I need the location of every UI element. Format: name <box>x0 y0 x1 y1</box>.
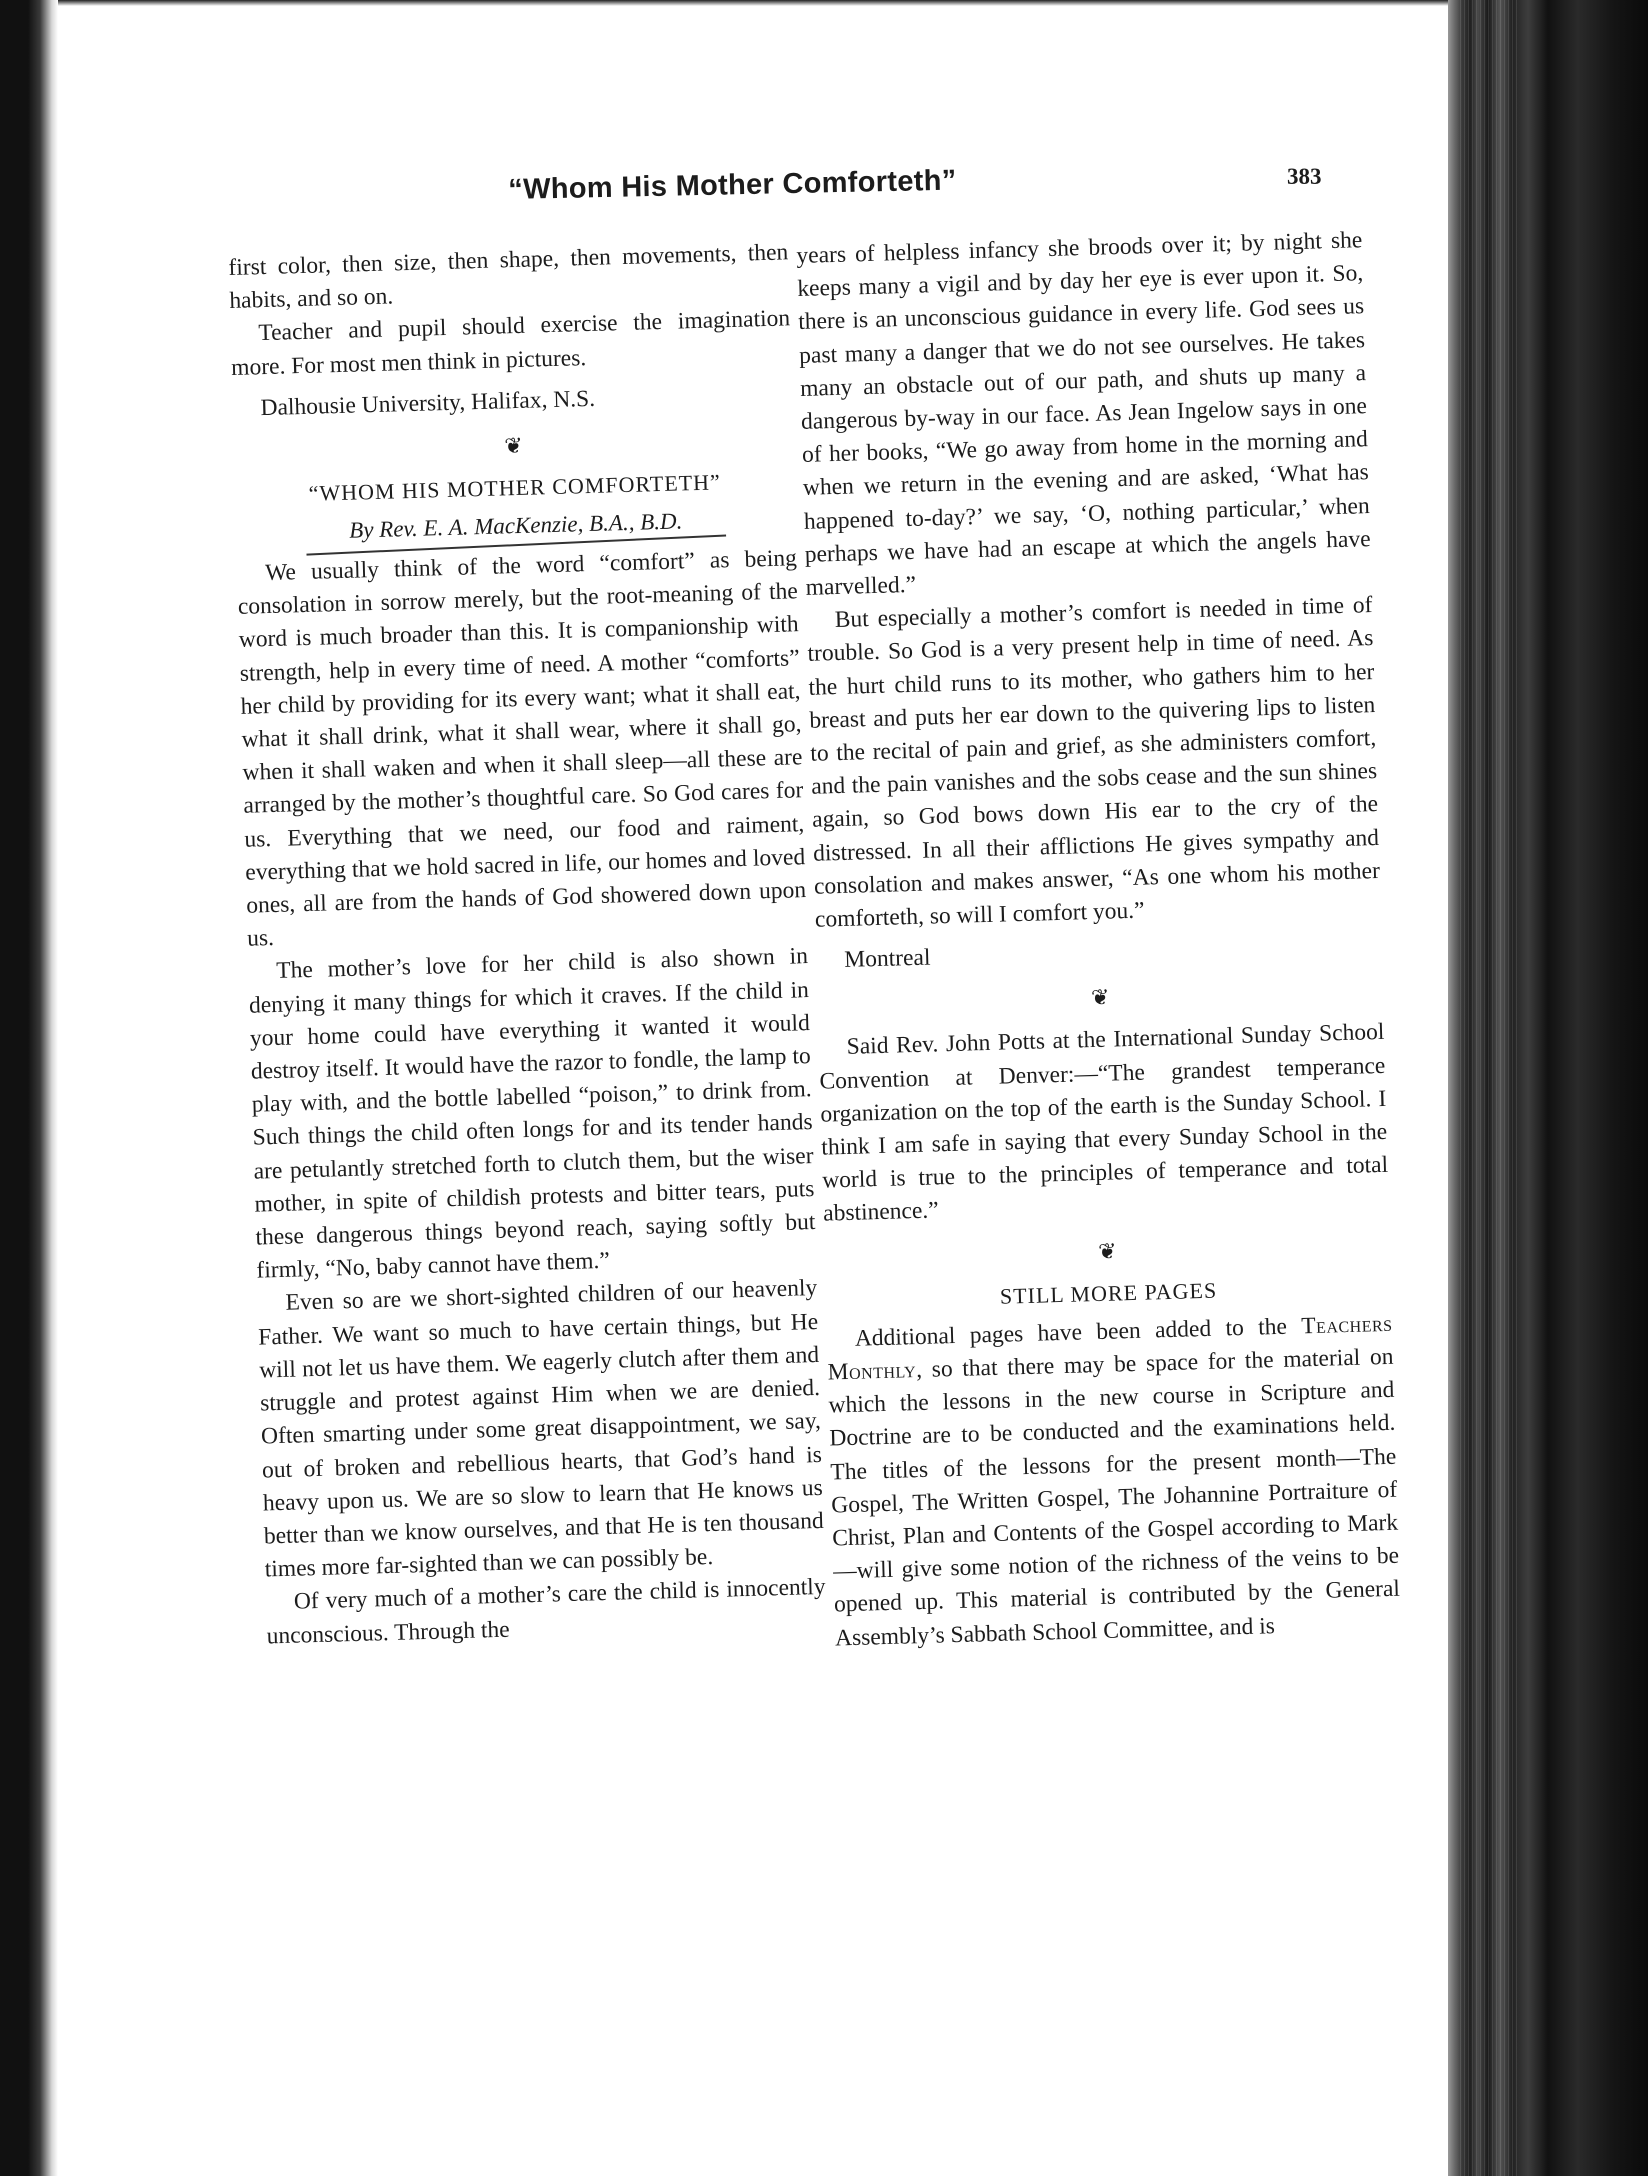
byline: By Rev. E. A. MacKenzie, B.A., B.D. <box>348 508 683 543</box>
ornament-icon: ❦ <box>1097 1238 1117 1264</box>
paragraph: Even so are we short-sighted children of our heavenly Father. We want so much to have certain things, but He will not let us have them. We eagerly clutch after them and struggle and protest against Him when we are denied. Often smarting under some great disappointment, we say, out of broken and rebellious hearts, that God’s hand is heavy upon us. We are so slow to learn that He knows us better than we know ourselves, and that He is ten thousand times more far-sighted than we can possibly be. <box>257 1275 825 1583</box>
paragraph: We usually think of the word “comfort” as being consolation in sorrow merely, but the root-meaning of the word is much broader than this. It is companionship with strength, help in every time of need. A mother “comforts” her child by providing for its every want; what it shall eat, what it shall drink, what it shall wear, where it shall go, when it shall waken and when it shall sleep—all these are arranged by the mother’s thoughtful care. So God cares for us. Everything that we need, our food and raiment, everything that we hold sacred in life, our homes and loved ones, all are from the hands of God showered down upon us. <box>237 545 807 952</box>
page-top-edge <box>58 0 1448 6</box>
page-number: 383 <box>1287 164 1322 189</box>
article-title: “WHOM HIS MOTHER COMFORTETH” <box>308 469 722 506</box>
paragraph: The mother’s love for her child is also shown in denying it many things for which it craves. If the child in your home could have everything it wanted it would destroy itself. It would have the razor to fondle, the lamp to play with, and the bottle labelled “poison,” to drink from. Such things the child often longs for and its tender hands are petulantly stretched forth to clutch them, but the wiser mother, in spite of childish protests and bitter tears, puts these dangerous things beyond reach, saying softly but firmly, “No, baby cannot have them.” <box>248 943 816 1284</box>
paragraph: Teacher and pupil should exercise the imagination more. For most men think in pictures. <box>230 305 791 381</box>
book-page-edges <box>1448 0 1648 2176</box>
paragraph: Said Rev. John Potts at the International Sunday School Convention at Denver:—“The grandest temperance organization on the top of the earth is the Sunday School. I think I am safe in saying that every Sunday School in the world is true to the principles of temperance and total abstinence.” <box>819 1019 1389 1228</box>
article-signoff: Dalhousie University, Halifax, N.S. <box>260 385 596 421</box>
section-title: STILL MORE PAGES <box>999 1277 1218 1309</box>
left-column <box>228 236 827 1653</box>
right-column <box>796 224 1401 1655</box>
article-signoff: Montreal <box>843 944 931 974</box>
paragraph <box>826 1307 1401 1655</box>
paragraph: first color, then size, then shape, then movements, then habits, and so on. <box>228 239 789 315</box>
paragraph-lead: Additional pages have been added to the <box>854 1313 1302 1352</box>
ornament-icon: ❦ <box>1090 985 1110 1011</box>
paragraph: Of very much of a mother’s care the child is innocently unconscious. Through the <box>266 1574 826 1649</box>
running-title: “Whom His Mother Comforteth” <box>508 164 957 206</box>
paragraph-rest: , so that there may be space for the material on which the lessons in the new course in Scripture and Doctrine are to be conducted and the examinations held. The titles of the lessons for the present month—The Gospel, The Written Gospel, The Johannine Portraiture of Christ, Plan and Contents of the Gospel according to Mark—will give some notion of the richness of the veins to be opened up. This material is contributed by the General Assembly’s Sabbath School Committee, and is <box>828 1343 1401 1651</box>
ornament-icon: ❦ <box>503 432 524 459</box>
paragraph: But especially a mother’s comfort is needed in time of trouble. So God is a very present help in time of need. As the hurt child runs to its mother, who gathers him to her breast and puts her ear down to the quivering lips to listen to the recital of pain and grief, as she administers comfort, and the pain vanishes and the sobs cease and the sun shines again, so God bows down His ear to the cry of the distressed. In all their afflictions He gives sympathy and consolation and makes answer, “As one whom his mother comforteth, so will I comfort you.” <box>807 592 1381 933</box>
publication-name: Teachers Monthly <box>827 1310 1393 1386</box>
paragraph: years of helpless infancy she broods over it; by night she keeps many a vigil and by day her eye is ever upon it. So, there is an unconscious guidance in every life. God sees us past many a danger that we do not see ourselves. He takes many an obstacle out of our path, and shuts up many a dangerous by-way in our face. As Jean Ingelow says in one of her books, “We go away from home in the morning and when we return in the evening and are asked, ‘What has happened to-day?’ we say, ‘O, nothing particular,’ when perhaps we have had an escape at which the angels have marvelled.” <box>796 227 1371 601</box>
book-gutter-shadow <box>0 0 58 2176</box>
